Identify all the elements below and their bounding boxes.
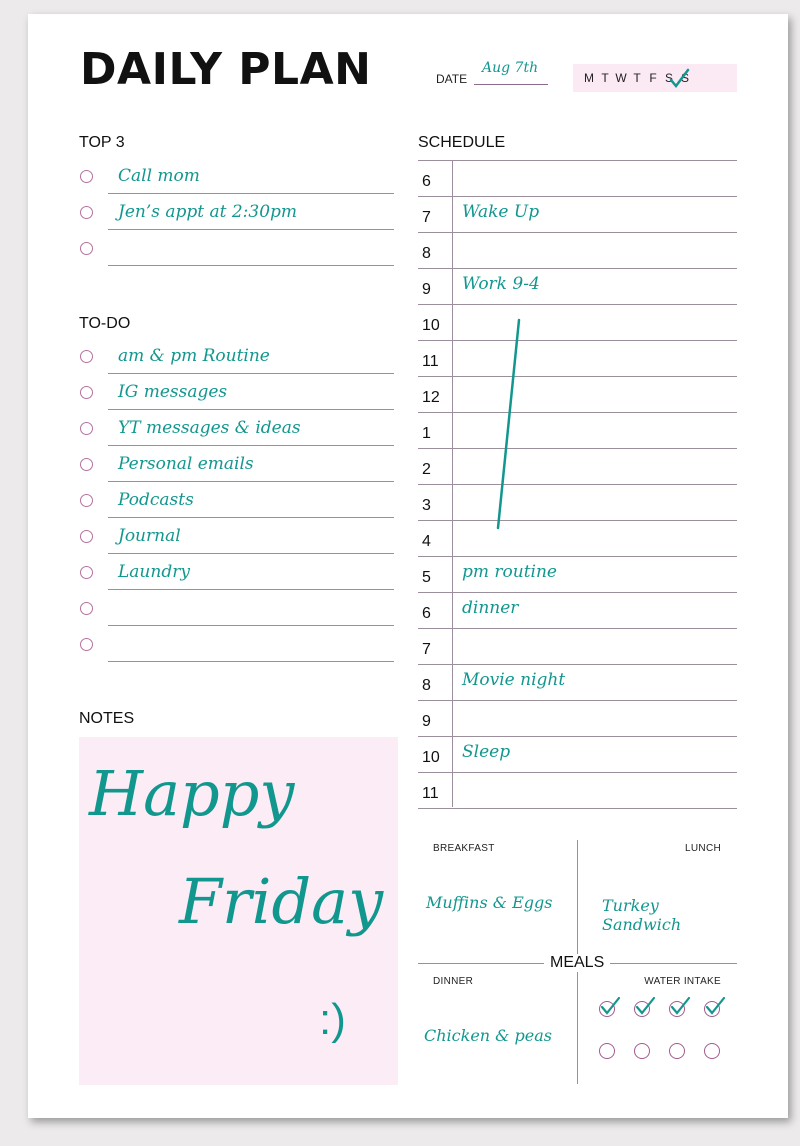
schedule-hour: 4	[422, 533, 431, 550]
schedule-row-line	[418, 592, 737, 593]
date-label: DATE	[436, 72, 468, 86]
schedule-row-line	[418, 448, 737, 449]
water-glass[interactable]	[704, 1043, 720, 1059]
todo-checkbox[interactable]	[80, 350, 93, 363]
weekday-f-4[interactable]: F	[649, 71, 657, 85]
schedule-hour: 11	[422, 353, 439, 370]
todo-item-text[interactable]: Journal	[118, 526, 181, 546]
schedule-row-line	[418, 736, 737, 737]
water-intake-label: WATER INTAKE	[644, 976, 721, 987]
weekday-s-5[interactable]: S	[664, 71, 673, 85]
schedule-hour: 10	[422, 317, 440, 334]
todo-line	[108, 553, 394, 554]
dinner-label: DINNER	[433, 976, 474, 987]
schedule-row-line	[418, 556, 737, 557]
todo-line	[108, 445, 394, 446]
breakfast-field[interactable]: Muffins & Eggs	[426, 893, 553, 912]
top3-line	[108, 229, 394, 230]
top3-item-text[interactable]: Jen’s appt at 2:30pm	[118, 202, 298, 222]
todo-item-text[interactable]: Laundry	[118, 562, 190, 582]
todo-line	[108, 517, 394, 518]
schedule-hour: 7	[422, 641, 431, 658]
schedule-hour: 3	[422, 497, 431, 514]
todo-checkbox[interactable]	[80, 458, 93, 471]
schedule-entry[interactable]: pm routine	[462, 562, 557, 582]
schedule-hour: 2	[422, 461, 431, 478]
todo-line	[108, 589, 394, 590]
schedule-row-line	[418, 520, 737, 521]
schedule-row-line	[418, 376, 737, 377]
top3-checkbox[interactable]	[80, 206, 93, 219]
schedule-row-line	[418, 664, 737, 665]
weekday-selector	[573, 64, 737, 92]
weekday-t-1[interactable]: T	[601, 71, 609, 85]
schedule-hour: 9	[422, 281, 431, 298]
date-line	[474, 84, 548, 85]
todo-line	[108, 409, 394, 410]
todo-checkbox[interactable]	[80, 602, 93, 615]
schedule-entry[interactable]: Wake Up	[462, 202, 540, 222]
meals-section	[418, 823, 737, 1085]
todo-heading: TO-DO	[79, 315, 131, 332]
todo-item-text[interactable]: am & pm Routine	[118, 346, 270, 366]
meals-title: MEALS	[544, 954, 610, 972]
weekday-m-0[interactable]: M	[584, 71, 594, 85]
schedule-entry[interactable]: Movie night	[462, 670, 566, 690]
todo-checkbox[interactable]	[80, 638, 93, 651]
schedule-hour: 12	[422, 389, 440, 406]
schedule-row-line	[418, 304, 737, 305]
schedule-row-line	[418, 232, 737, 233]
todo-line	[108, 625, 394, 626]
water-glass[interactable]	[599, 1043, 615, 1059]
schedule-row-line	[418, 268, 737, 269]
top3-line	[108, 265, 394, 266]
check-icon	[704, 995, 726, 1017]
todo-line	[108, 481, 394, 482]
notes-line-1: Happy	[89, 757, 295, 830]
top3-checkbox[interactable]	[80, 170, 93, 183]
schedule-entry[interactable]: dinner	[462, 598, 519, 618]
schedule-hour: 6	[422, 173, 431, 190]
notes-smiley: :)	[319, 995, 346, 1044]
schedule-hour: 9	[422, 713, 431, 730]
weekday-s-6[interactable]: S	[680, 71, 689, 85]
schedule-row-line	[418, 412, 737, 413]
water-glass[interactable]	[669, 1043, 685, 1059]
top3-heading: TOP 3	[79, 134, 125, 151]
schedule-hour: 6	[422, 605, 431, 622]
weekday-t-3[interactable]: T	[633, 71, 641, 85]
water-glass[interactable]	[634, 1043, 650, 1059]
todo-item-text[interactable]: Personal emails	[118, 454, 254, 474]
lunch-label: LUNCH	[685, 843, 721, 854]
todo-checkbox[interactable]	[80, 566, 93, 579]
schedule-hour: 5	[422, 569, 431, 586]
check-icon	[668, 68, 690, 90]
notes-line-2: Friday	[179, 865, 384, 938]
todo-checkbox[interactable]	[80, 386, 93, 399]
schedule-hour: 8	[422, 677, 431, 694]
check-icon	[669, 995, 691, 1017]
schedule-hour: 7	[422, 209, 431, 226]
todo-item-text[interactable]: YT messages & ideas	[118, 418, 301, 438]
top3-line	[108, 193, 394, 194]
schedule-hour: 10	[422, 749, 440, 766]
schedule-row-line	[418, 196, 737, 197]
todo-item-text[interactable]: IG messages	[118, 382, 228, 402]
schedule-entry[interactable]: Work 9-4	[462, 274, 540, 294]
breakfast-label: BREAKFAST	[433, 843, 495, 854]
schedule-row-line	[418, 484, 737, 485]
todo-line	[108, 661, 394, 662]
todo-item-text[interactable]: Podcasts	[118, 490, 194, 510]
notes-area[interactable]	[79, 737, 398, 1085]
weekday-w-2[interactable]: W	[615, 71, 627, 85]
schedule-row-line	[418, 700, 737, 701]
todo-checkbox[interactable]	[80, 494, 93, 507]
check-icon	[599, 995, 621, 1017]
schedule-hour: 11	[422, 785, 439, 802]
check-icon	[634, 995, 656, 1017]
lunch-field[interactable]: Turkey Sandwich	[602, 896, 682, 934]
schedule-heading: SCHEDULE	[418, 134, 506, 151]
work-span-line	[490, 318, 526, 530]
dinner-field[interactable]: Chicken & peas	[424, 1026, 552, 1045]
page-title: DAILY PLAN	[80, 44, 372, 95]
schedule-row-line	[418, 340, 737, 341]
schedule-row-line	[418, 772, 737, 773]
top3-item-text[interactable]: Call mom	[118, 166, 200, 186]
schedule-row-line	[418, 628, 737, 629]
schedule-entry[interactable]: Sleep	[462, 742, 511, 762]
todo-checkbox[interactable]	[80, 422, 93, 435]
todo-line	[108, 373, 394, 374]
schedule-hour: 8	[422, 245, 431, 262]
date-field[interactable]: Aug 7th	[482, 60, 539, 76]
todo-checkbox[interactable]	[80, 530, 93, 543]
schedule-row-line	[418, 808, 737, 809]
top3-checkbox[interactable]	[80, 242, 93, 255]
schedule-top-rule	[418, 160, 737, 161]
schedule-hour: 1	[422, 425, 431, 442]
notes-heading: NOTES	[79, 710, 135, 727]
